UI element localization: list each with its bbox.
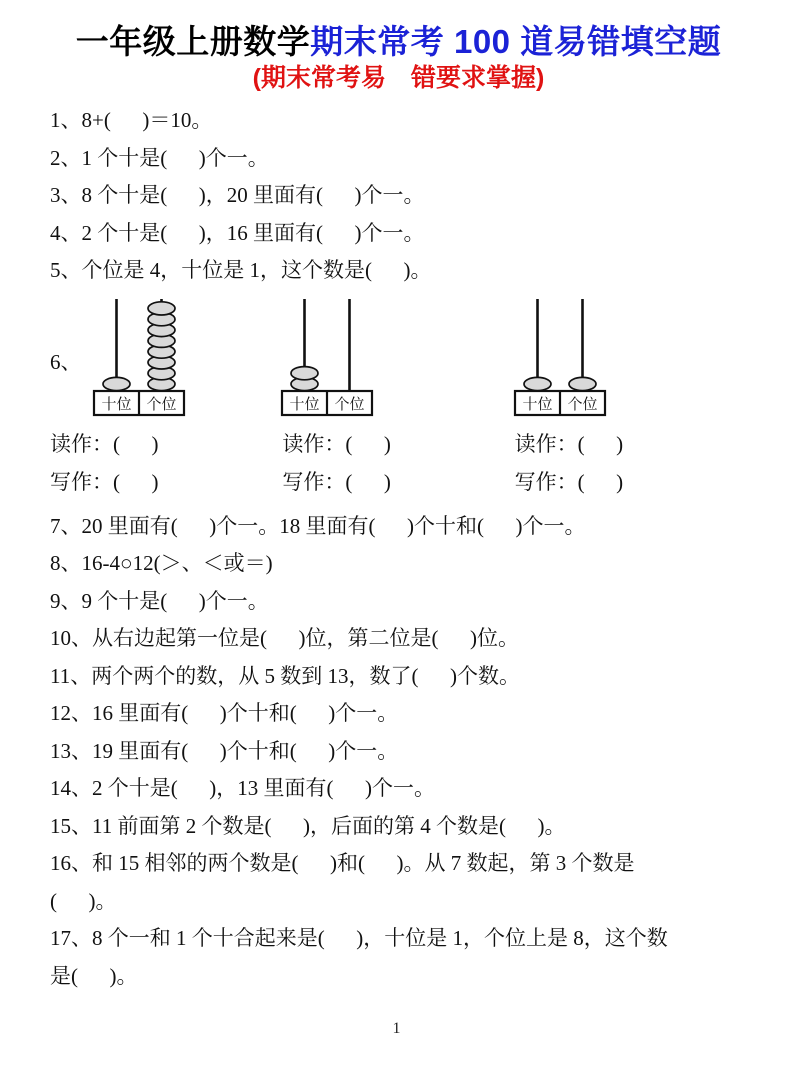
question-line: 14、2 个十是( )，13 里面有( )个一。: [50, 776, 435, 800]
page-title-highlight: 期末常考 100 道易错填空题: [310, 23, 722, 60]
abacus-figure-3: [511, 296, 611, 422]
write-as-label-3: 写作：( ): [514, 469, 624, 494]
question-line: 5、个位是 4，十位是 1，这个数是( )。: [50, 258, 432, 282]
question-line: 13、19 里面有( )个十和( )个一。: [50, 738, 399, 763]
svg-text:个位: 个位: [567, 395, 598, 413]
question-line: 11、两个两个的数，从 5 数到 13，数了( )个数。: [50, 663, 520, 688]
write-as-label-1: 写作：( ): [50, 469, 159, 494]
question6-figure-row: [50, 296, 747, 424]
question-line: 16、和 15 相邻的两个数是( )和( )。从 7 数起，第 3 个数是: [50, 851, 635, 875]
question-line: 4、2 个十是( )，16 里面有( )个一。: [50, 220, 425, 245]
questions-top-block: [50, 102, 747, 290]
write-as-row: [50, 464, 747, 500]
page-subtitle: (期末常考易 错要求掌握): [252, 64, 545, 92]
svg-text:十位: 十位: [522, 395, 553, 413]
write-as-label-2: 写作：( ): [282, 469, 391, 494]
question-line: 10、从右边起第一位是( )位，第二位是( )位。: [50, 626, 519, 650]
read-as-label-3: 读作：( ): [514, 431, 624, 456]
question-line: 2、1 个十是( )个一。: [50, 145, 269, 170]
question-line: ( )。: [50, 888, 117, 913]
question-line: 12、16 里面有( )个十和( )个一。: [50, 701, 399, 725]
read-as-label-1: 读作：( ): [50, 431, 159, 456]
question-line: 15、11 前面第 2 个数是( )，后面的第 4 个数是( )。: [50, 813, 566, 838]
svg-text:十位: 十位: [101, 395, 132, 413]
page-title: [50, 22, 747, 62]
question-line: 17、8 个一和 1 个十合起来是( )，十位是 1，个位上是 8，这个数: [50, 926, 668, 950]
read-as-label-2: 读作：( ): [282, 431, 391, 456]
svg-text:个位: 个位: [146, 395, 177, 413]
question-line: 是( )。: [50, 963, 138, 988]
questions-bottom-block: [50, 508, 747, 996]
question-line: 7、20 里面有( )个一。18 里面有( )个十和( )个一。: [50, 513, 586, 538]
page-number: 1: [392, 1020, 401, 1037]
question-line: 9、9 个十是( )个一。: [50, 588, 269, 613]
abacus-strip: [90, 296, 611, 424]
worksheet-header: [50, 22, 747, 94]
question-line: 3、8 个十是( )，20 里面有( )个一。: [50, 183, 425, 207]
question-line: 1、8+( )＝10。: [50, 108, 213, 132]
page-title-black: 一年级上册数学: [75, 23, 311, 60]
read-as-row: [50, 426, 747, 462]
svg-text:十位: 十位: [289, 395, 320, 413]
svg-text:个位: 个位: [334, 395, 365, 413]
question6-number: 6、: [50, 349, 82, 374]
abacus-figure-1: [90, 296, 190, 422]
question-line: 8、16-4○12(＞、＜或＝): [50, 551, 273, 575]
abacus-figure-2: [278, 296, 378, 422]
